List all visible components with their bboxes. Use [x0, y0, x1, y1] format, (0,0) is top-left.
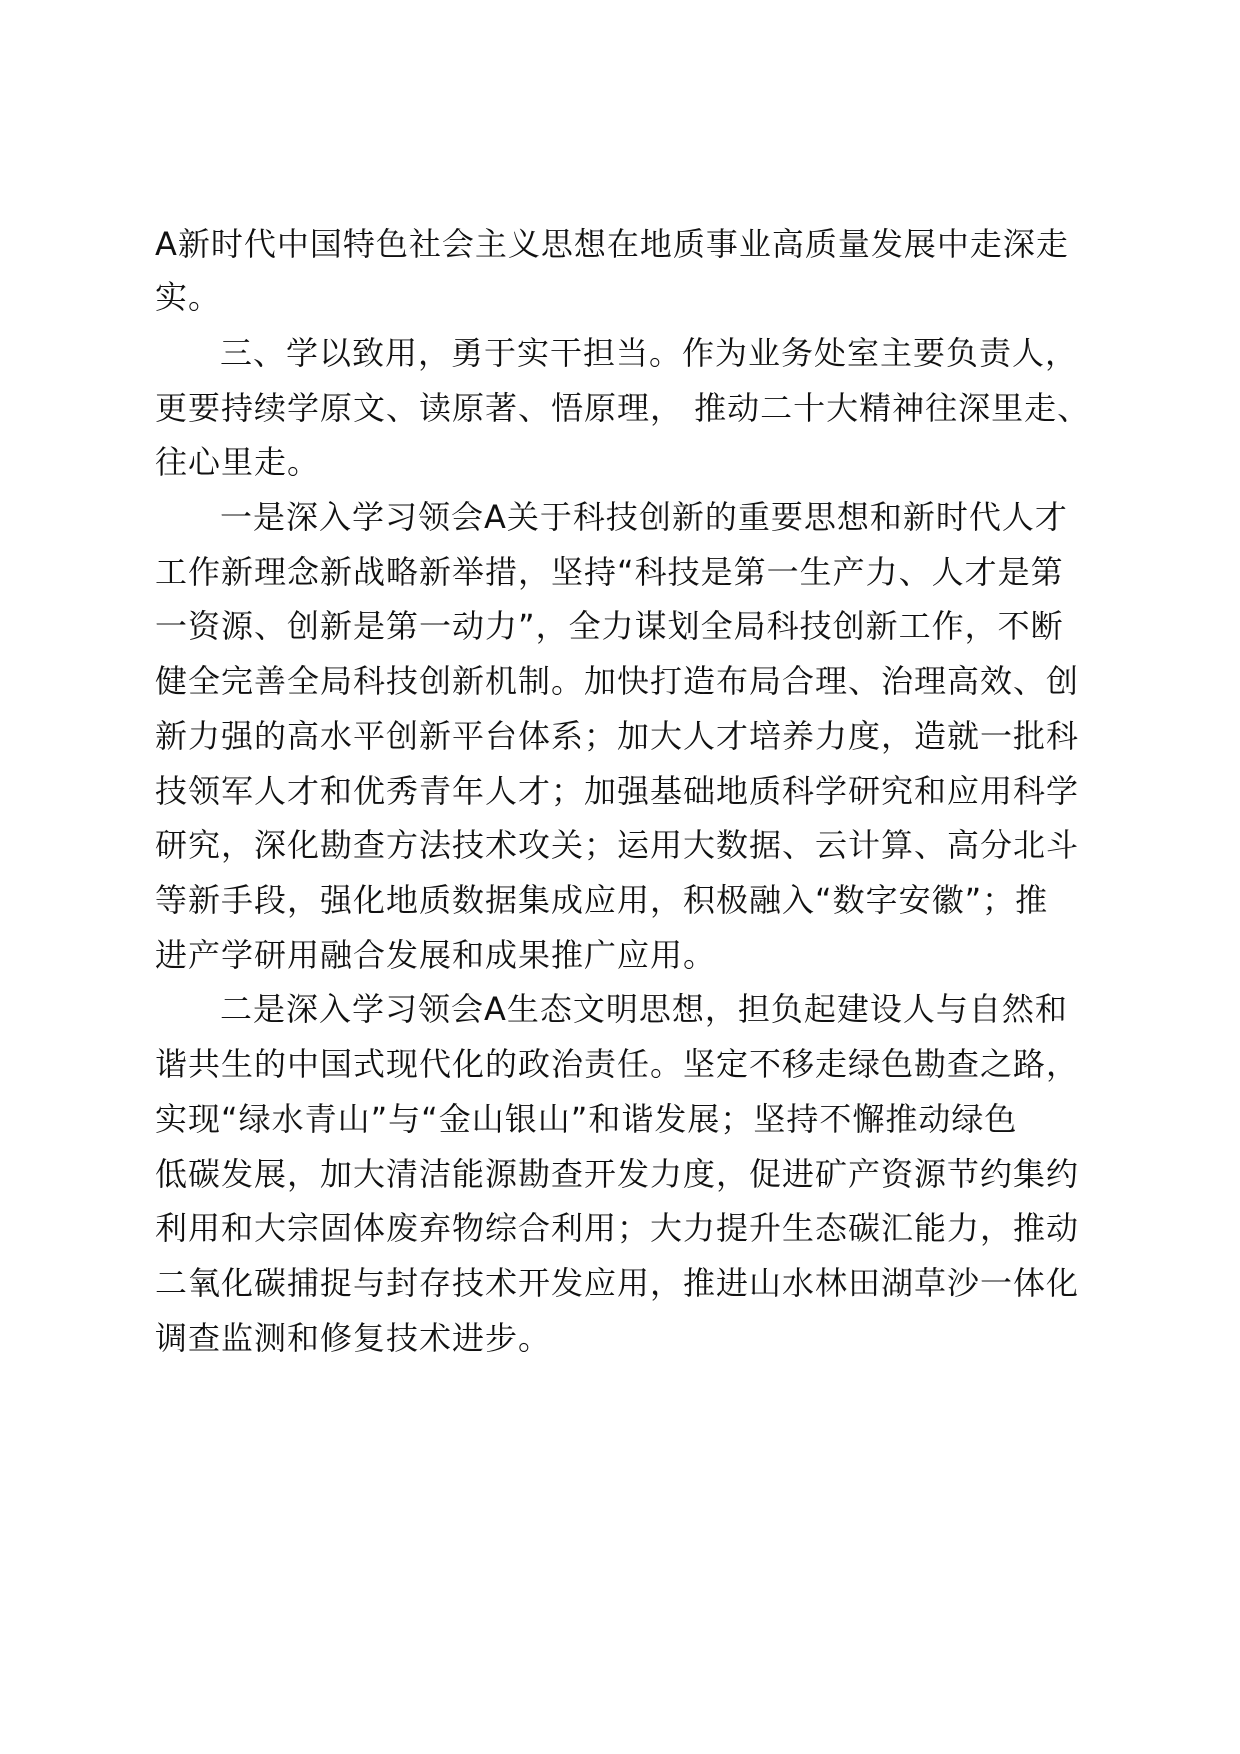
text-line: 二氧化碳捕捉与封存技术开发应用，推进山水林田湖草沙一体化 — [155, 1264, 1080, 1302]
text-line: 研究，深化勘查方法技术攻关；运用大数据、云计算、高分北斗 — [155, 826, 1080, 864]
text-line: 实。 — [155, 278, 222, 316]
text-line: 进产学研用融合发展和成果推广应用。 — [155, 936, 717, 974]
paragraph-first-line: 一是深入学习领会A关于科技创新的重要思想和新时代人才 — [220, 498, 1068, 536]
text-line: 健全完善全局科技创新机制。加快打造布局合理、治理高效、创 — [155, 662, 1080, 700]
text-line: 一资源、创新是第一动力”，全力谋划全局科技创新工作，不断 — [155, 607, 1064, 645]
text-line: 技领军人才和优秀青年人才；加强基础地质科学研究和应用科学 — [155, 772, 1080, 810]
text-line: 等新手段，强化地质数据集成应用，积极融入“数字安徽”；推 — [155, 881, 1049, 919]
text-line: 利用和大宗固体废弃物综合利用；大力提升生态碳汇能力，推动 — [155, 1209, 1080, 1247]
paragraph-first-line: 二是深入学习领会A生态文明思想，担负起建设人与自然和 — [220, 990, 1068, 1028]
text-line: A新时代中国特色社会主义思想在地质事业高质量发展中走深走 — [155, 225, 1069, 263]
text-line: 更要持续学原文、读原著、悟原理， 推动二十大精神往深里走、 — [155, 389, 1091, 427]
text-line: 新力强的高水平创新平台体系；加大人才培养力度，造就一批科 — [155, 717, 1080, 755]
text-line: 谐共生的中国式现代化的政治责任。坚定不移走绿色勘查之路， — [155, 1045, 1080, 1083]
section-heading-line: 三、学以致用，勇于实干担当。作为业务处室主要负责人， — [220, 334, 1079, 372]
text-line: 工作新理念新战略新举措，坚持“科技是第一生产力、人才是第 — [155, 553, 1064, 591]
text-line: 实现“绿水青山”与“金山银山”和谐发展；坚持不懈推动绿色 — [155, 1100, 1018, 1138]
text-line: 低碳发展，加大清洁能源勘查开发力度，促进矿产资源节约集约 — [155, 1155, 1080, 1193]
text-line: 调查监测和修复技术进步。 — [155, 1319, 552, 1357]
text-line: 往心里走。 — [155, 443, 321, 481]
